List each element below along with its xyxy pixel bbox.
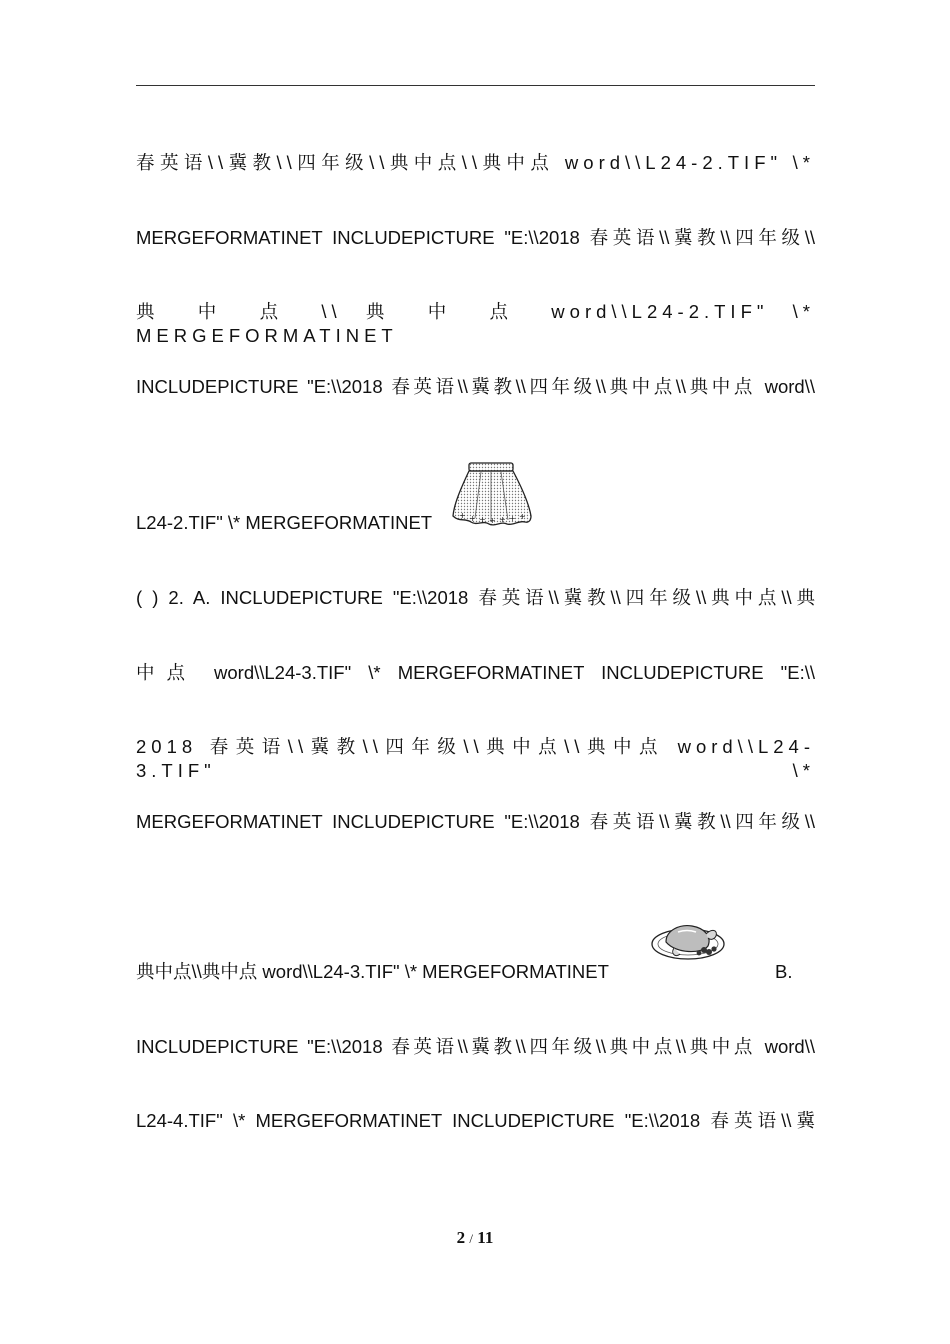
svg-text:+: + <box>499 515 506 524</box>
page-separator: / <box>469 1231 474 1246</box>
text-line-7: 中点 word\\L24-3.TIF" \* MERGEFORMATINET INCLUDEPICTURE "E:\\ <box>136 662 815 683</box>
current-page: 2 <box>456 1228 466 1247</box>
svg-text:+: + <box>489 516 496 525</box>
text-line-9: MERGEFORMATINET INCLUDEPICTURE "E:\\2018 春英语\\冀教\\四年级\\ <box>136 811 815 832</box>
text-line-8: 2018 春英语\\冀教\\四年级\\典中点\\典中点 word\\L24-3.TIF" \* <box>136 736 815 781</box>
text-line-4: INCLUDEPICTURE "E:\\2018 春英语\\冀教\\四年级\\典中点\\典中点 word\\ <box>136 376 815 397</box>
text-line-12: INCLUDEPICTURE "E:\\2018 春英语\\冀教\\四年级\\典中点\\典中点 word\\ <box>136 1036 815 1057</box>
svg-text:+: + <box>459 511 466 520</box>
svg-text:+: + <box>479 515 486 524</box>
text-line-5: L24-2.TIF" \* MERGEFORMATINET <box>136 512 433 533</box>
option-b-label: B. <box>775 961 793 982</box>
roast-chicken-image <box>650 918 728 964</box>
skirt-image <box>451 460 533 530</box>
page-number <box>0 1228 950 1248</box>
text-line-1: 春英语\\冀教\\四年级\\典中点\\典中点 word\\L24-2.TIF" \* <box>136 152 815 173</box>
svg-text:+: + <box>509 514 516 523</box>
total-pages: 11 <box>477 1228 494 1247</box>
svg-text:+: + <box>469 514 476 523</box>
question-2-line: ( ) 2. A. INCLUDEPICTURE "E:\\2018 春英语\\冀教\\四年级\\典中点\\典 <box>136 587 815 608</box>
text-line-3: 典 中 点 \\ 典 中 点 word\\L24-2.TIF" \* MERGEFORMATINET <box>136 301 815 346</box>
text-line-13: L24-4.TIF" \* MERGEFORMATINET INCLUDEPICTURE "E:\\2018 春英语\\冀 <box>136 1110 815 1131</box>
text-line-2: MERGEFORMATINET INCLUDEPICTURE "E:\\2018 春英语\\冀教\\四年级\\ <box>136 227 815 248</box>
text-line-10: 典中点\\典中点 word\\L24-3.TIF" \* MERGEFORMATINET <box>136 961 609 982</box>
svg-text:+: + <box>519 512 526 521</box>
header-rule <box>136 85 815 86</box>
